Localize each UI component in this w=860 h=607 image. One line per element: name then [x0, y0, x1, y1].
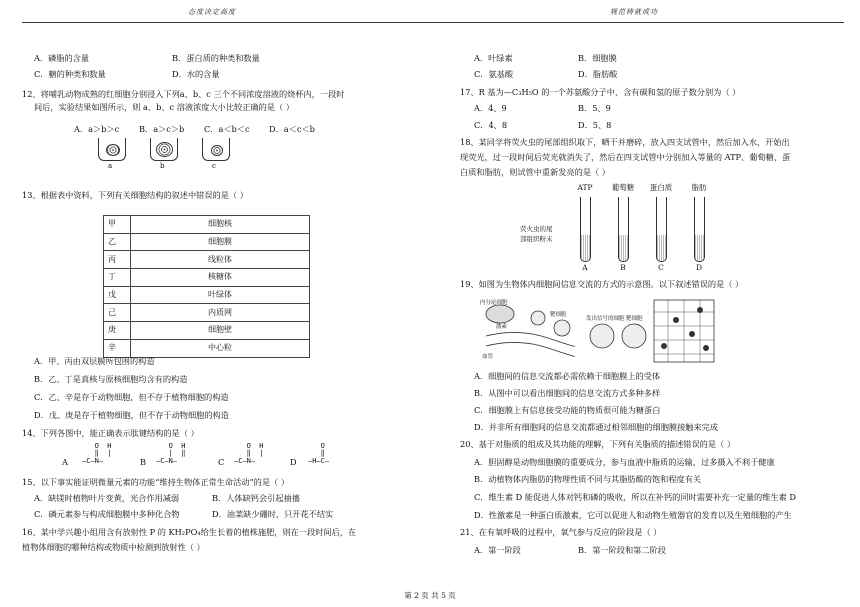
beaker-c — [202, 138, 230, 161]
q14-structure-b: O H | ‖ —C—N— — [156, 442, 186, 465]
label-endocrine-cell: 内分泌细胞 — [480, 300, 508, 306]
table-value: 中心粒 — [131, 339, 310, 357]
q16-stem-line1: 16、某中学兴趣小组用含有放射性 P 的 KH₂PO₄给生长着的植株施肥，则在一段时间后，在 — [22, 527, 357, 537]
q18-stem-line1: 18、某同学将荧火虫的尾部组织取下，晒干并磨碎，放入四支试管中，然后加入水，开始出 — [460, 137, 790, 147]
q13-table — [103, 215, 310, 358]
q20-option-d: D．性激素是一种蛋白质激素，它可以促进人和动物生殖器官的发育以及生殖细胞的产生 — [474, 510, 792, 520]
red-cell-b — [156, 142, 173, 157]
tube-top-label: 脂肪 — [691, 183, 707, 192]
q15-stem: 15、以下事实能证明微量元素的功能“维持生物体正常生命活动”的是（ ） — [22, 477, 290, 487]
q21-stem: 21、在有氧呼吸的过程中，氧气参与反应的阶段是（ ） — [460, 527, 662, 537]
table-row — [104, 286, 310, 304]
q12-option-b: B．a＞c＞b — [139, 124, 185, 134]
q15-option-c: C．磷元素参与构成细胞膜中多种化合物 — [34, 509, 180, 519]
q19-option-d: D．并非所有细胞间的信息交流都通过相邻细胞的细胞膜接触来完成 — [474, 422, 719, 432]
q14-label-c: C — [218, 457, 225, 467]
table-value: 核糖体 — [131, 269, 310, 287]
test-tube-c — [656, 197, 667, 262]
q15-option-b: B．人体缺钙会引起抽搐 — [212, 493, 300, 503]
q17-option-d: D．5、8 — [578, 120, 612, 130]
q20-option-b: B．动植物体内脂肪的物理性质不同与其脂肪酸的饱和程度有关 — [474, 474, 702, 484]
q20-option-c: C．维生素 D 能促进人体对钙和磷的吸收，所以在补钙的同时需要补充一定量的维生素 D — [474, 492, 796, 502]
label-signal-cell: 发出信号的细胞 — [586, 316, 625, 322]
table-value: 叶绿体 — [131, 286, 310, 304]
table-row — [104, 322, 310, 340]
tube-powder — [695, 235, 704, 261]
q14-label-d: D — [290, 457, 297, 467]
q11-option-d: D．水的含量 — [172, 69, 220, 79]
cell-signaling-diagram — [478, 298, 716, 364]
tube-top-label: 蛋白质 — [649, 183, 673, 192]
q16-option-b: B．细胞膜 — [578, 53, 617, 63]
table-value: 细胞壁 — [131, 322, 310, 340]
q20-stem: 20、基于对脂质的组成及其功能的理解，下列有关脂质的描述错误的是（ ） — [460, 439, 736, 449]
q17-stem: 17、R 基为—C₃H₅O 的一个苏氨酸分子中，含有碳和氢的原子数分别为（ ） — [460, 87, 741, 97]
q16-stem-line2: 植物体细胞的哪种结构或物质中检测到放射性（ ） — [22, 542, 205, 552]
tube-bottom-label: B — [620, 263, 626, 272]
beaker-label-c: c — [212, 162, 216, 170]
q19-option-c: C．细胞膜上有信息接受功能的物质很可能为糖蛋白 — [474, 405, 661, 415]
label-target-cell: 靶细胞 — [550, 312, 567, 318]
red-cell-c — [211, 145, 223, 156]
label-hormone: 激素 — [496, 324, 508, 330]
table-key: 丙 — [104, 251, 131, 269]
q17-option-a: A．4、9 — [474, 103, 507, 113]
q18-stem-line3: 白质和脂肪，则试管中重新发亮的是（ ） — [460, 167, 610, 177]
test-tube-d — [694, 197, 705, 262]
q13-option-c: C．乙、辛是存于动物细胞，但不存于植物细胞的构造 — [34, 392, 229, 402]
q13-stem: 13、根据表中资料，下列有关细胞结构的叙述中错误的是（ ） — [22, 190, 248, 200]
tube-bottom-label: C — [658, 263, 664, 272]
tube-annotation: 荧火虫的尾 部组织粉末 — [520, 225, 553, 243]
beaker-label-b: b — [160, 162, 165, 170]
page-footer: 第 2 页 共 5 页 — [404, 591, 456, 600]
table-row — [104, 233, 310, 251]
tube-top-label: 葡萄糖 — [611, 183, 635, 192]
q20-option-a: A．胆固醇是动物细胞膜的重要成分，参与血液中脂质的运输，过多摄入不利于健康 — [474, 457, 775, 467]
table-row — [104, 216, 310, 234]
table-row — [104, 269, 310, 287]
q19-option-a: A．细胞间的信息交流都必需依赖于细胞膜上的受体 — [474, 371, 661, 381]
table-key: 甲 — [104, 216, 131, 234]
q14-structure-c: O H ‖ | —C—N— — [234, 442, 264, 465]
q13-option-a: A．甲、丙由双层膜所包围的构造 — [34, 356, 155, 366]
q15-option-d: D．油菜缺少硼时，只开花不结实 — [212, 509, 334, 519]
q13-option-b: B．乙、丁是真核与原核细胞均含有的构造 — [34, 374, 188, 384]
q12-option-a: A．a＞b＞c — [74, 124, 120, 134]
q18-test-tube-figure — [520, 183, 720, 275]
q12-option-c: C．a＜b＜c — [204, 124, 250, 134]
q14-label-b: B — [140, 457, 147, 467]
q15-option-a: A．缺镁时植物叶片变黄，光合作用减弱 — [34, 493, 180, 503]
q19-cell-signaling-figure — [478, 298, 716, 364]
table-key: 辛 — [104, 339, 131, 357]
header-rule — [22, 22, 844, 23]
table-value: 线粒体 — [131, 251, 310, 269]
beaker-label-a: a — [108, 162, 113, 170]
beaker-a — [98, 138, 126, 161]
table-row — [104, 339, 310, 357]
tube-powder — [619, 235, 628, 261]
q16-option-c: C．氨基酸 — [474, 69, 514, 79]
q12-stem-line2: 间后，实验结果如图所示，则 a、b、c 溶液浓度大小比较正确的是（ ） — [34, 102, 294, 112]
table-key: 戊 — [104, 286, 131, 304]
tube-top-label: ATP — [577, 183, 593, 192]
q16-option-d: D．脂肪酸 — [578, 69, 618, 79]
beaker-b — [150, 138, 178, 161]
q18-stem-line2: 现荧光，过一段时间后荧光就消失了，然后在四支试管中分别加入等量的 ATP、葡萄糖、蛋 — [460, 152, 791, 162]
tube-bottom-label: D — [695, 263, 702, 272]
q14-structure-d: O ‖ —H—C— — [308, 442, 330, 465]
header-motto-left: 态度决定高度 — [188, 8, 236, 16]
red-cell-a — [106, 144, 120, 156]
tube-powder — [657, 235, 666, 261]
q21-option-b: B．第一阶段和第二阶段 — [578, 545, 666, 555]
table-key: 乙 — [104, 233, 131, 251]
q17-option-b: B．5、9 — [578, 103, 611, 113]
header-motto-right: 规范铸就成功 — [610, 8, 658, 16]
q19-option-b: B．从图中可以看出细胞间的信息交流方式多种多样 — [474, 388, 661, 398]
q11-option-a: A．磷脂的含量 — [34, 53, 90, 63]
q14-structure-a: O H ‖ | —C—N— — [82, 442, 112, 465]
q12-beaker-figure — [94, 138, 254, 178]
q11-option-c: C．糖的种类和数量 — [34, 69, 106, 79]
table-key: 庚 — [104, 322, 131, 340]
q17-option-c: C．4、8 — [474, 120, 508, 130]
table-value: 内质网 — [131, 304, 310, 322]
q19-stem: 19、如图为生物体内细胞间信息交流的方式的示意图。以下叙述错误的是（ ） — [460, 279, 744, 289]
tube-bottom-label: A — [582, 263, 588, 272]
test-tube-a — [580, 197, 591, 262]
q16-option-a: A．叶绿素 — [474, 53, 513, 63]
label-target-cell-2: 靶细胞 — [626, 316, 643, 322]
q13-option-d: D．戊、庚是存于植物细胞，但不存于动物细胞的构造 — [34, 410, 229, 420]
q11-option-b: B．蛋白质的种类和数量 — [172, 53, 260, 63]
table-key: 丁 — [104, 269, 131, 287]
table-row — [104, 251, 310, 269]
label-blood-vessel: 血管 — [482, 354, 494, 360]
table-value: 细胞核 — [131, 216, 310, 234]
table-row — [104, 304, 310, 322]
q12-stem-line1: 12、将哺乳动物成熟的红细胞分别浸入下列a、b、c 三个不同浓度溶液的烧杯内，一段时 — [22, 89, 345, 99]
table-value: 细胞膜 — [131, 233, 310, 251]
tube-powder — [581, 235, 590, 261]
test-tube-b — [618, 197, 629, 262]
table-key: 己 — [104, 304, 131, 322]
q12-option-d: D．a＜c＜b — [269, 124, 315, 134]
q14-stem: 14、下列各图中，能正确表示肽键结构的是（ ） — [22, 428, 199, 438]
q14-label-a: A — [62, 457, 68, 467]
q21-option-a: A．第一阶段 — [474, 545, 521, 555]
